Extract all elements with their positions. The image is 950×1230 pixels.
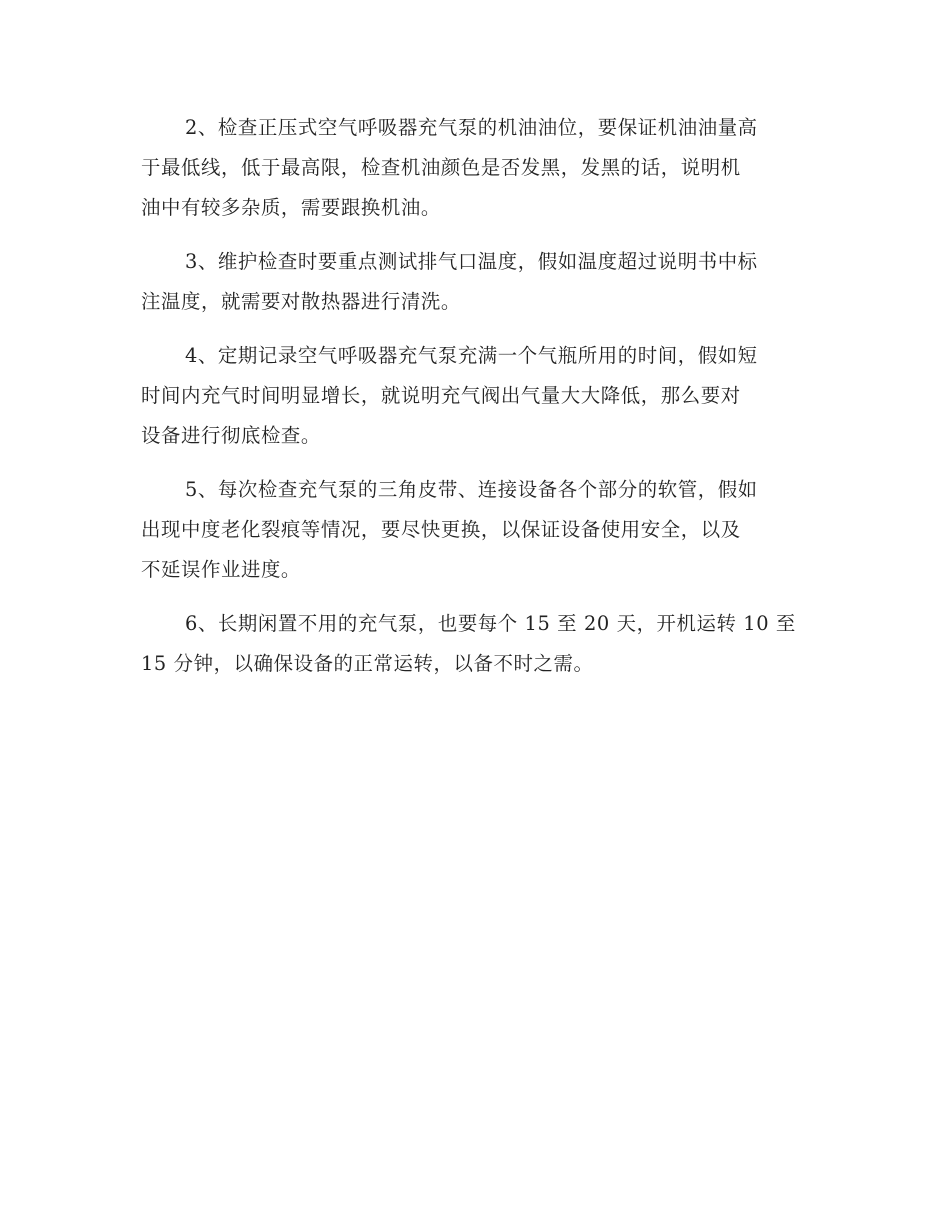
paragraph-item-2 <box>141 108 811 228</box>
paragraph-line: 油中有较多杂质，需要跟换机油。 <box>141 196 441 219</box>
paragraph-line: 于最低线，低于最高限，检查机油颜色是否发黑，发黑的话，说明机 <box>141 156 741 179</box>
paragraph-line: 3、维护检查时要重点测试排气口温度，假如温度超过说明书中标 <box>185 250 758 273</box>
paragraph-item-4 <box>141 336 811 456</box>
paragraph-line: 6、长期闲置不用的充气泵，也要每个 15 至 20 天，开机运转 10 至 <box>185 612 796 635</box>
paragraph-line: 不延误作业进度。 <box>141 558 301 581</box>
paragraph-line: 注温度，就需要对散热器进行清洗。 <box>141 290 461 313</box>
paragraph-line: 时间内充气时间明显增长，就说明充气阀出气量大大降低，那么要对 <box>141 384 741 407</box>
paragraph-line: 2、检查正压式空气呼吸器充气泵的机油油位，要保证机油油量高 <box>185 116 758 139</box>
paragraph-item-3 <box>141 242 811 322</box>
paragraph-line: 出现中度老化裂痕等情况，要尽快更换，以保证设备使用安全，以及 <box>141 518 741 541</box>
paragraph-item-6 <box>141 604 811 684</box>
document-body <box>141 108 811 698</box>
paragraph-item-5 <box>141 470 811 590</box>
paragraph-line: 5、每次检查充气泵的三角皮带、连接设备各个部分的软管，假如 <box>185 478 758 501</box>
paragraph-line: 设备进行彻底检查。 <box>141 424 321 447</box>
paragraph-line: 4、定期记录空气呼吸器充气泵充满一个气瓶所用的时间，假如短 <box>185 344 758 367</box>
paragraph-line: 15 分钟，以确保设备的正常运转，以备不时之需。 <box>141 652 594 675</box>
